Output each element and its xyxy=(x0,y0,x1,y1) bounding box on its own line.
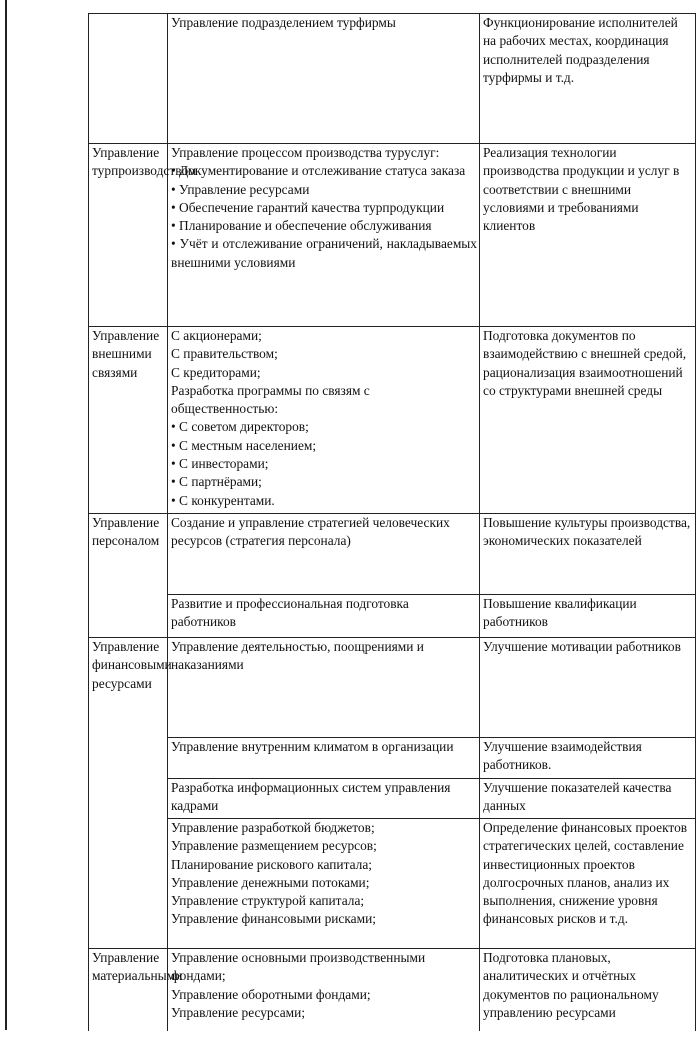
row-actions xyxy=(168,14,480,144)
action-item: Управление ресурсами; xyxy=(171,1004,306,1020)
row-label: Управление внешними связями xyxy=(89,327,168,514)
row-result: Реализация технологии производства продукции и услуг в соответствии с внешними условиями и требованиями клиентов xyxy=(480,144,696,327)
action-item: Управление подразделением турфирмы xyxy=(171,15,396,30)
table-row xyxy=(89,595,696,638)
row-actions xyxy=(168,779,480,819)
action-item: • Документирование и отслеживание статуса заказа xyxy=(171,163,466,179)
action-item: • С инвесторами; xyxy=(171,456,269,472)
row-result: Улучшение мотивации работников xyxy=(480,638,696,738)
row-result: Повышение культуры производства, экономических показателей xyxy=(480,514,696,595)
action-item: Управление деятельностью, поощрениями и наказаниями xyxy=(171,639,424,673)
action-item: Управление денежными потоками; xyxy=(171,874,370,890)
action-item: Управление внутренним климатом в организации xyxy=(171,739,454,754)
action-item: Разработка программы по связям с общественностью: xyxy=(171,382,370,417)
management-functions-table xyxy=(88,13,696,1031)
table-row xyxy=(89,949,696,1031)
table-row xyxy=(89,14,696,144)
action-item: Разработка информационных систем управления кадрами xyxy=(171,780,451,814)
row-result: Улучшение взаимодействия работников. xyxy=(480,738,696,779)
action-item: Управление процессом производства туруслуг: xyxy=(171,145,440,160)
action-item: • Учёт и отслеживание ограничений, накладываемых внешними условиями xyxy=(171,236,477,270)
row-actions xyxy=(168,514,480,595)
row-result: Улучшение показателей качества данных xyxy=(480,779,696,819)
action-item: Управление структурой капитала; xyxy=(171,893,365,909)
action-item: Управление разработкой бюджетов; xyxy=(171,820,375,835)
table-row xyxy=(89,779,696,819)
row-actions xyxy=(168,638,480,738)
table-row xyxy=(89,819,696,949)
table-row xyxy=(89,738,696,779)
action-item: • С местным населением; xyxy=(171,437,317,453)
table-row xyxy=(89,638,696,738)
action-item: • Планирование и обеспечение обслуживания xyxy=(171,218,432,234)
row-label: Управление турпроизводством xyxy=(89,144,168,327)
action-item: Создание и управление стратегией человеческих ресурсов (стратегия персонала) xyxy=(171,515,450,549)
action-item: Управление основными производственными фондами; xyxy=(171,950,426,984)
action-item: • С партнёрами; xyxy=(171,474,262,490)
action-item: • С конкурентами. xyxy=(171,492,275,508)
row-actions xyxy=(168,327,480,514)
action-item: С кредиторами; xyxy=(171,364,261,380)
action-item: С правительством; xyxy=(171,346,278,362)
row-result: Подготовка плановых, аналитических и отчётных документов по рациональному управлению ресурсами xyxy=(480,949,696,1031)
row-actions xyxy=(168,144,480,327)
action-item: Управление оборотными фондами; xyxy=(171,986,371,1002)
table-row xyxy=(89,514,696,595)
row-actions xyxy=(168,595,480,638)
row-actions xyxy=(168,819,480,949)
action-item: Управление размещением ресурсов; xyxy=(171,838,377,854)
table-row xyxy=(89,327,696,514)
table-row xyxy=(89,144,696,327)
action-item: Управление финансовыми рисками; xyxy=(171,911,376,927)
row-label: Управление финансовыми ресурсами xyxy=(89,638,168,949)
action-item: С акционерами; xyxy=(171,328,262,343)
action-item: • С советом директоров; xyxy=(171,419,309,435)
action-item: • Обеспечение гарантий качества турпродукции xyxy=(171,199,445,215)
row-actions xyxy=(168,949,480,1031)
action-item: Развитие и профессиональная подготовка работников xyxy=(171,596,409,630)
row-result: Функционирование исполнителей на рабочих местах, координация исполнителей подразделения турфирмы и т.д. xyxy=(480,14,696,144)
row-result: Подготовка документов по взаимодействию с внешней средой, рационализация взаимоотношений со структурами внешней среды xyxy=(480,327,696,514)
page-margin-line xyxy=(5,0,7,1030)
row-label xyxy=(89,14,168,144)
action-item: Планирование рискового капитала; xyxy=(171,856,373,872)
action-item: • Управление ресурсами xyxy=(171,181,310,197)
row-result: Определение финансовых проектов стратегических целей, составление инвестиционных проектов долгосрочных планов, анализ их выполнения, снижение уровня финансовых рисков и т.д. xyxy=(480,819,696,949)
row-result: Повышение квалификации работников xyxy=(480,595,696,638)
row-label: Управление материальными xyxy=(89,949,168,1031)
row-label: Управление персоналом xyxy=(89,514,168,638)
row-actions xyxy=(168,738,480,779)
